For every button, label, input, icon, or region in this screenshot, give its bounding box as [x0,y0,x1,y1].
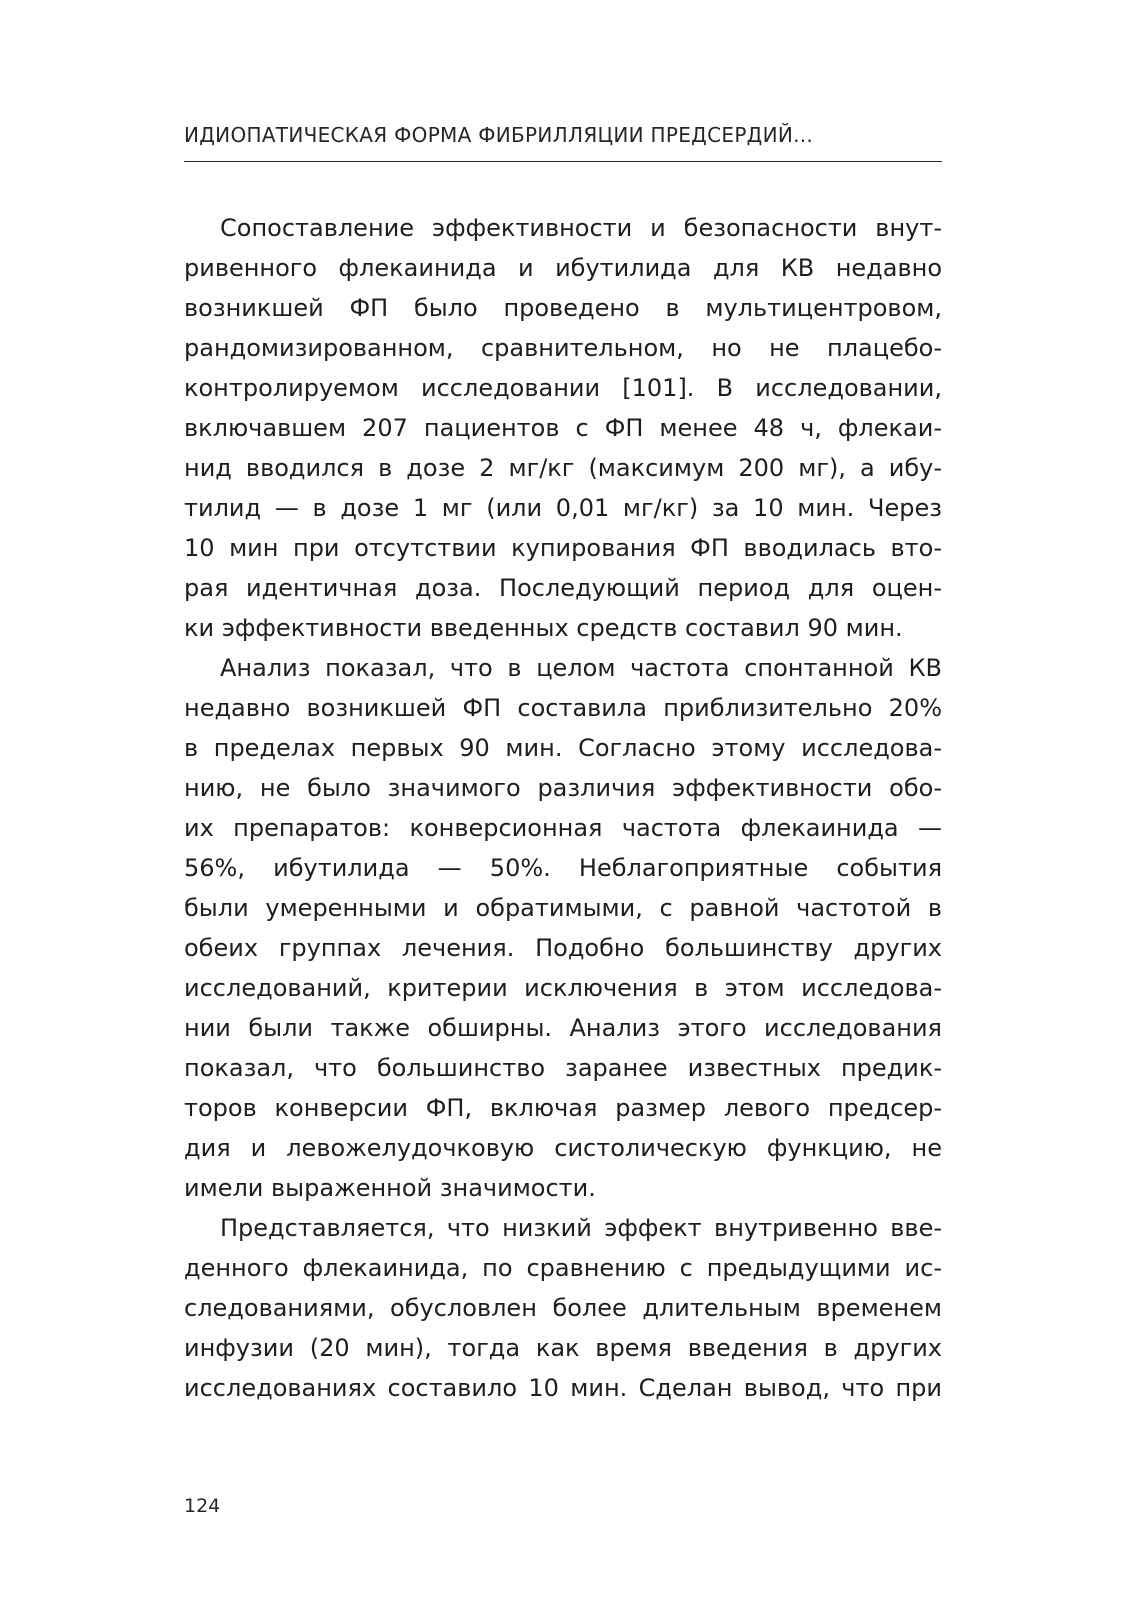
paragraph-3 [184,1208,942,1408]
text-line: 10 мин при отсутствии купирования ФП вводилась вто- [184,534,942,562]
text-line: включавшем 207 пациентов с ФП менее 48 ч, флекаи- [184,414,942,442]
text-line: нии были также обширны. Анализ этого исследования [184,1014,942,1042]
text-line: контролируемом исследовании [101]. В исследовании, [184,374,942,402]
text-line: 56%, ибутилида — 50%. Неблагоприятные события [184,854,942,882]
text-line: имели выраженной значимости. [184,1174,596,1202]
text-line: недавно возникшей ФП составила приблизительно 20% [184,694,942,722]
text-line: ривенного флекаинида и ибутилида для КВ недавно [184,254,942,282]
text-line: их препаратов: конверсионная частота флекаинида — [184,814,942,842]
text-line: в пределах первых 90 мин. Согласно этому исследова- [184,734,942,762]
paragraph-2 [184,648,942,1208]
body-text [184,208,942,1408]
text-line: рая идентичная доза. Последующий период для оцен- [184,574,942,602]
text-line: ки эффективности введенных средств составил 90 мин. [184,614,903,642]
text-line: торов конверсии ФП, включая размер левого предсер- [184,1094,942,1122]
text-line: нию, не было значимого различия эффективности обо- [184,774,942,802]
text-line: исследований, критерии исключения в этом исследова- [184,974,942,1002]
text-line: показал, что большинство заранее известных предик- [184,1054,942,1082]
text-line: Анализ показал, что в целом частота спонтанной КВ [220,654,942,682]
text-line: инфузии (20 мин), тогда как время введения в других [184,1334,942,1362]
text-line: нид вводился в дозе 2 мг/кг (максимум 200 мг), а ибу- [184,454,942,482]
text-line: Сопоставление эффективности и безопасности внут- [220,214,942,242]
text-line: исследованиях составило 10 мин. Сделан вывод, что при [184,1374,942,1402]
text-line: денного флекаинида, по сравнению с предыдущими ис- [184,1254,942,1282]
text-line: возникшей ФП было проведено в мультицентровом, [184,294,942,322]
text-line: тилид — в дозе 1 мг (или 0,01 мг/кг) за 10 мин. Через [184,494,942,522]
page-number: 124 [184,1495,221,1517]
text-line: обеих группах лечения. Подобно большинству других [184,934,942,962]
text-line: были умеренными и обратимыми, с равной частотой в [184,894,942,922]
paragraph-1 [184,208,942,648]
running-header [184,117,942,162]
header-title: ИДИОПАТИЧЕСКАЯ ФОРМА ФИБРИЛЛЯЦИИ ПРЕДСЕРДИЙ... [184,123,814,147]
text-line: Представляется, что низкий эффект внутривенно вве- [220,1214,942,1242]
text-line: рандомизированном, сравнительном, но не плацебо- [184,334,942,362]
text-line: следованиями, обусловлен более длительным временем [184,1294,942,1322]
text-line: дия и левожелудочковую систолическую функцию, не [184,1134,942,1162]
